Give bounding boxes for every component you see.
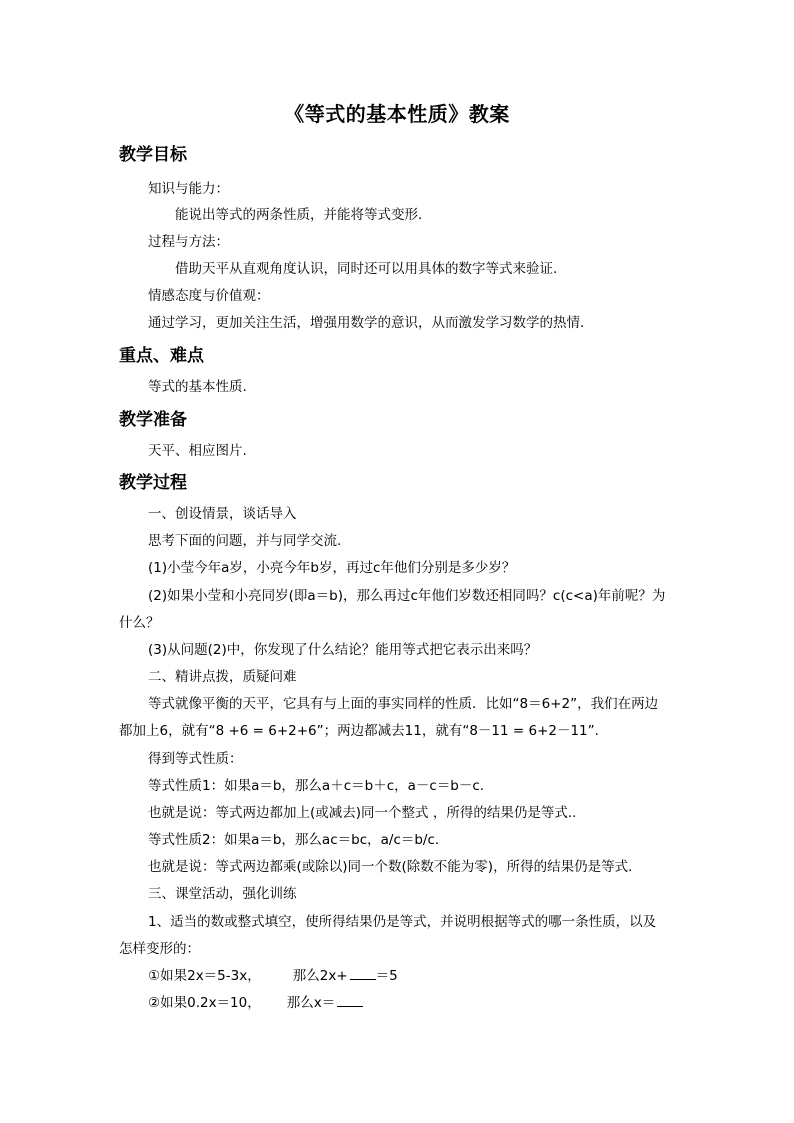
heading-process: 教学过程 [119, 473, 187, 493]
item-1-blank[interactable] [350, 967, 376, 980]
exercise-item-2 [148, 991, 363, 1011]
part1-title: 一、创设情景，谈话导入 [148, 506, 297, 522]
key-points-text: 等式的基本性质. [148, 379, 247, 395]
part1-intro: 思考下面的问题，并与同学交流. [148, 533, 342, 549]
heading-teaching-goals: 教学目标 [119, 145, 187, 165]
exercise-1-line1: 1、适当的数或整式填空，使所得结果仍是等式，并说明根据等式的哪一条性质，以及 [148, 914, 657, 930]
exercise-1-line2: 怎样变形的： [119, 941, 200, 957]
item-1-condition: ①如果2x＝5-3x， [148, 968, 261, 984]
part2-line2: 都加上6，就有“8 +6 = 6+2+6”；两边都减去11，就有“8－11 = 6+2－11”. [119, 723, 599, 739]
part2-line1: 等式就像平衡的天平，它具有与上面的事实同样的性质．比如“8＝6+2”，我们在两边 [148, 696, 659, 712]
item-1-result-suffix: ＝5 [375, 968, 398, 984]
preparation-text: 天平、相应图片. [148, 443, 247, 459]
method-text: 借助天平从直观角度认识，同时还可以用具体的数字等式来验证. [175, 261, 558, 277]
attitude-text: 通过学习，更加关注生活，增强用数学的意识，从而激发学习数学的热情. [148, 315, 585, 331]
part2-title: 二、精讲点拨，质疑问难 [148, 669, 297, 685]
property-2-explain: 也就是说：等式两边都乘(或除以)同一个数(除数不能为零)，所得的结果仍是等式. [148, 859, 633, 875]
item-2-blank[interactable] [337, 994, 363, 1007]
knowledge-label: 知识与能力： [148, 181, 229, 197]
property-1-explain: 也就是说：等式两边都加上(或减去)同一个整式 ，所得的结果仍是等式.. [148, 805, 577, 821]
question-1: (1)小莹今年a岁，小亮今年b岁，再过c年他们分别是多少岁？ [148, 560, 516, 576]
get-properties: 得到等式性质： [148, 751, 243, 767]
item-1-result-prefix: 那么2x+ [292, 968, 348, 984]
item-2-condition: ②如果0.2x＝10， [148, 995, 261, 1011]
part3-title: 三、课堂活动，强化训练 [148, 886, 297, 902]
question-3: (3)从问题(2)中，你发现了什么结论？能用等式把它表示出来吗？ [148, 642, 538, 658]
knowledge-text: 能说出等式的两条性质，并能将等式变形. [175, 207, 423, 223]
heading-preparation: 教学准备 [119, 410, 187, 430]
document-title: 《等式的基本性质》教案 [284, 102, 510, 126]
property-2: 等式性质2：如果a＝b，那么ac＝bc，a/c＝b/c. [148, 832, 440, 848]
item-2-result-prefix: 那么x＝ [286, 995, 336, 1011]
method-label: 过程与方法： [148, 234, 229, 250]
attitude-label: 情感态度与价值观： [148, 288, 270, 304]
heading-key-points: 重点、难点 [119, 346, 204, 366]
exercise-item-1 [148, 964, 398, 984]
property-1: 等式性质1：如果a＝b，那么a＋c＝b＋c，a－c＝b－c. [148, 778, 485, 794]
question-2-line2: 什么？ [119, 615, 160, 631]
question-2-line1: (2)如果小莹和小亮同岁(即a＝b)，那么再过c年他们岁数还相同吗？c(c<a)年前呢？为 [148, 588, 666, 604]
